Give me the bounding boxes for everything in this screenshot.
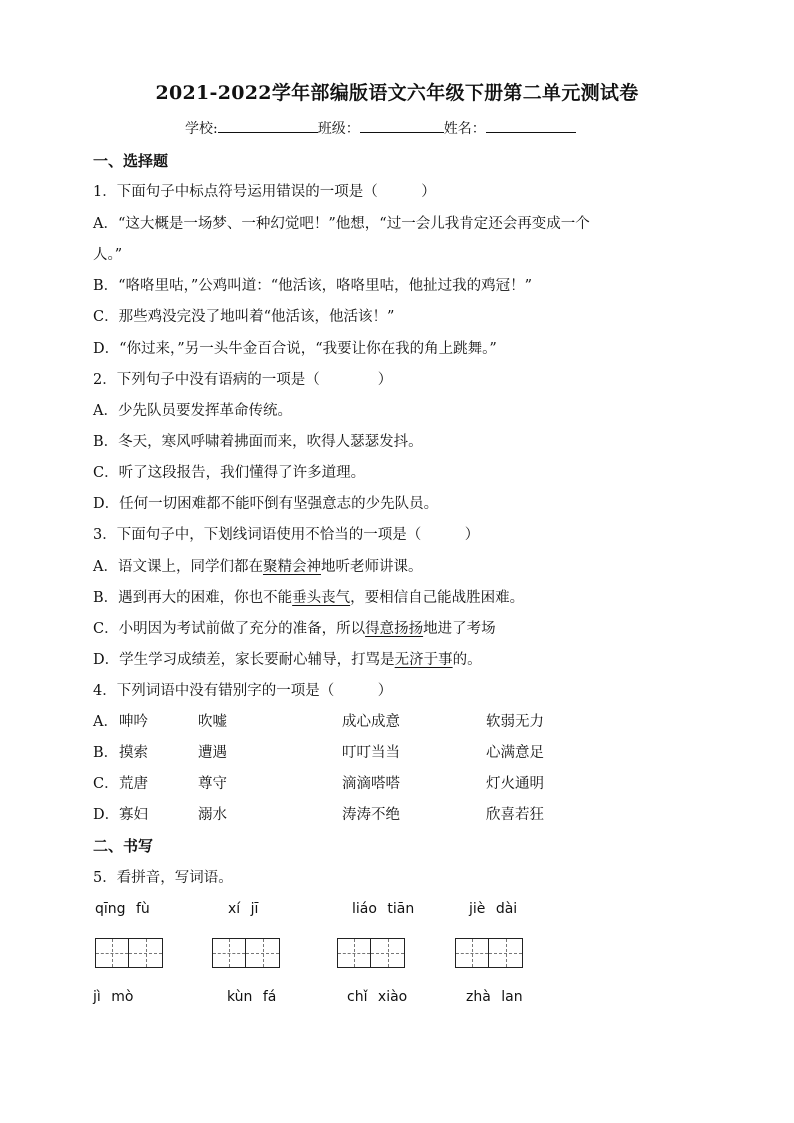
q4-row-b-label: B．	[93, 745, 119, 761]
q2-option-a: A．少先队员要发挥革命传统。	[93, 403, 292, 419]
writing-box-3[interactable]	[337, 938, 405, 968]
q4-row-c-word1: 荒唐	[119, 776, 148, 792]
pinyin-5: jì mò	[93, 989, 134, 1005]
q4-row-a-label: A．	[93, 714, 118, 730]
q1-option-a: A．“这大概是一场梦、一种幻觉吧！”他想，“过一会儿我肯定还会再变成一个	[93, 216, 590, 232]
q4-row-d-label: D．	[93, 807, 120, 823]
q4-row-a-word4: 软弱无力	[486, 714, 544, 730]
q2-option-c: C．听了这段报告，我们懂得了许多道理。	[93, 465, 366, 481]
q3-option-c	[93, 617, 496, 638]
q1-option-c: C．那些鸡没完没了地叫着“他活该，他活该！”	[93, 309, 395, 325]
q4-row-c-label: C．	[93, 776, 119, 792]
q3-b-text: B．遇到再大的困难，你也不能	[93, 590, 293, 606]
q4-row-b-word1: 摸索	[119, 745, 148, 761]
q4-row-d-word4: 欣喜若狂	[486, 807, 544, 823]
q4-row-b-word2: 遭遇	[198, 745, 227, 761]
q3-d-text-end: 的。	[452, 652, 482, 668]
writing-box-2[interactable]	[212, 938, 280, 968]
q3-stem: 3．下面句子中，下划线词语使用不恰当的一项是（ ）	[93, 527, 480, 543]
school-label: 学校:	[185, 121, 218, 137]
q1-option-d: D．“你过来，”另一头牛金百合说，“我要让你在我的角上跳舞。”	[93, 341, 497, 357]
q4-row-c-word2: 尊守	[198, 776, 227, 792]
pinyin-4: jiè dài	[469, 901, 518, 917]
q1-stem: 1．下面句子中标点符号运用错误的一项是（ ）	[93, 184, 436, 200]
q2-stem: 2．下列句子中没有语病的一项是（ ）	[93, 372, 393, 388]
name-label: 姓名：	[443, 121, 486, 137]
q3-c-underlined: 得意扬扬	[365, 621, 424, 637]
q5-stem: 5．看拼音，写词语。	[93, 870, 233, 886]
pinyin-8: zhà lan	[466, 989, 523, 1005]
name-blank[interactable]	[486, 118, 576, 133]
q3-a-underlined: 聚精会神	[262, 559, 321, 575]
page-title: 2021-2022学年部编版语文六年级下册第二单元测试卷	[155, 82, 639, 104]
student-info	[185, 118, 576, 138]
q3-a-text-end: 地听老师讲课。	[320, 559, 423, 575]
pinyin-7: chǐ xiào	[347, 989, 408, 1005]
q4-row-d-word1: 寡妇	[119, 807, 148, 823]
q4-row-a-word2: 吹嘘	[198, 714, 227, 730]
q3-c-text-end: 地进了考场	[423, 621, 496, 637]
q4-row-c-word4: 灯火通明	[486, 776, 544, 792]
class-label: 班级：	[317, 121, 360, 137]
q3-option-d	[93, 648, 482, 669]
q4-row-d-word3: 涛涛不绝	[342, 807, 400, 823]
q3-c-text: C．小明因为考试前做了充分的准备，所以	[93, 621, 366, 637]
q4-row-d-word2: 溺水	[198, 807, 227, 823]
section-heading-writing: 二、书写	[93, 837, 154, 855]
q1-option-b: B．“咯咯里咕，”公鸡叫道：“他活该，咯咯里咕，他扯过我的鸡冠！”	[93, 278, 533, 294]
pinyin-1: qīng fù	[95, 901, 150, 917]
q3-option-a	[93, 555, 422, 576]
q3-d-underlined: 无济于事	[394, 652, 453, 668]
q4-row-c-word3: 滴滴嗒嗒	[342, 776, 400, 792]
q3-option-b	[93, 586, 524, 607]
q3-b-underlined: 垂头丧气	[292, 590, 351, 606]
q4-row-a-word3: 成心成意	[342, 714, 400, 730]
q3-a-text: A．语文课上，同学们都在	[93, 559, 263, 575]
q3-d-text: D．学生学习成绩差，家长要耐心辅导，打骂是	[93, 652, 395, 668]
writing-box-1[interactable]	[95, 938, 163, 968]
pinyin-6: kùn fá	[227, 989, 277, 1005]
school-blank[interactable]	[218, 118, 318, 133]
q4-row-b-word4: 心满意足	[486, 745, 544, 761]
q4-row-a-word1: 呻吟	[119, 714, 148, 730]
q2-option-b: B．冬天，寒风呼啸着拂面而来，吹得人瑟瑟发抖。	[93, 434, 423, 450]
class-blank[interactable]	[360, 118, 444, 133]
section-heading-choice: 一、选择题	[93, 152, 169, 170]
pinyin-2: xí jī	[228, 901, 259, 917]
q1-option-a-cont: 人。”	[93, 247, 123, 263]
q2-option-d: D．任何一切困难都不能吓倒有坚强意志的少先队员。	[93, 496, 439, 512]
writing-box-4[interactable]	[455, 938, 523, 968]
pinyin-3: liáo tiān	[352, 901, 415, 917]
q4-stem: 4．下列词语中没有错别字的一项是（ ）	[93, 683, 393, 699]
q4-row-b-word3: 叮叮当当	[342, 745, 400, 761]
q3-b-text-end: ，要相信自己能战胜困难。	[350, 590, 525, 606]
